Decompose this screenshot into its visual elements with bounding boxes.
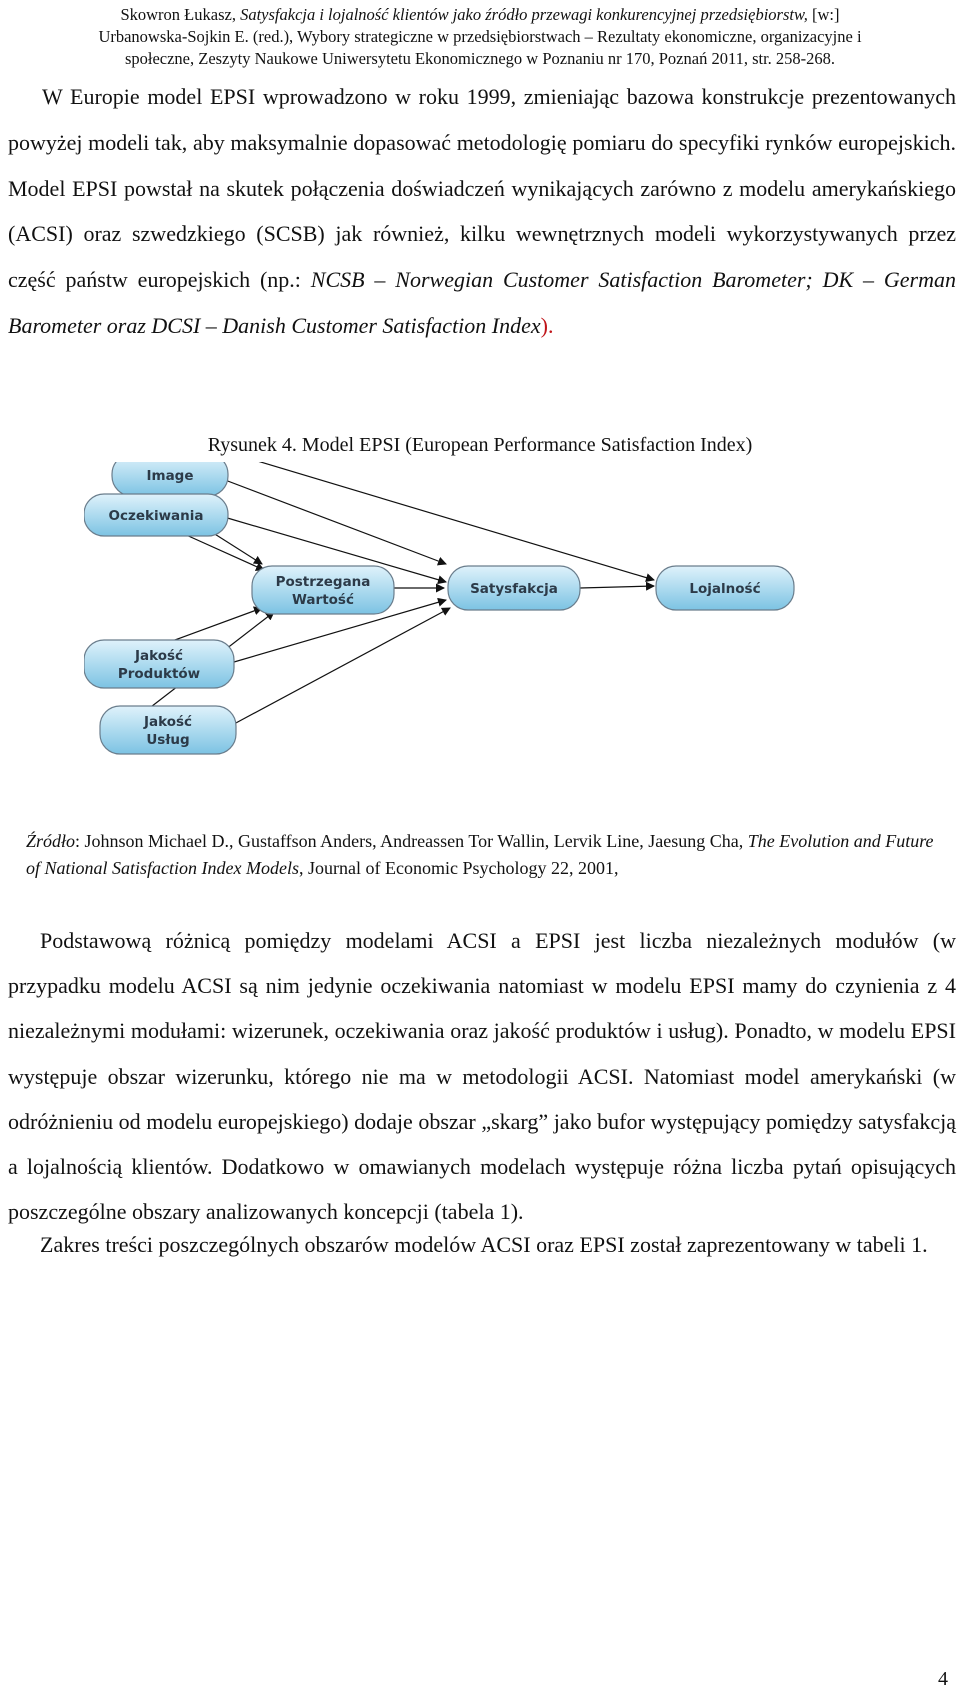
citation-author: Skowron Łukasz,	[120, 5, 241, 24]
paragraph-acsi-epsi-difference: Podstawową różnicą pomiędzy modelami ACSI a EPSI jest liczba niezależnych modułów (w przypadku modelu ACSI są nim jedynie oczekiwania natomiast w modelu EPSI mamy do czynienia z 4 niezależnymi modułami: wizerunek, oczekiwania oraz jakość produktów i usług). Ponadto, w modelu EPSI występuje obszar wizerunku, którego nie ma w metodologii ACSI. Natomiast model amerykański (w odróżnieniu od modelu europejskiego) dodaje obszar „skarg” jako bufor występujący pomiędzy satysfakcją a lojalnością klientów. Dodatkowo w omawianych modelach występuje różna liczba pytań opisujących poszczególne obszary analizowanych koncepcji (tabela 1).	[8, 928, 956, 1225]
edge-produkty-wartosc	[164, 608, 262, 644]
figure-source	[26, 828, 946, 882]
node-jakosc-uslug	[100, 706, 236, 754]
source-rest: , Journal of Economic Psychology 22, 2001,	[298, 858, 619, 878]
node-image	[112, 462, 228, 496]
node-oczekiwania	[84, 494, 228, 536]
paragraph-table-intro: Zakres treści poszczególnych obszarów modelów ACSI oraz EPSI został zaprezentowany w tabeli 1.	[40, 1232, 928, 1257]
paragraph-epsi-text: W Europie model EPSI wprowadzono w roku 1999, zmieniając bazowa konstrukcje prezentowanych powyżej modeli tak, aby maksymalnie dopasować metodologię pomiaru do specyfiki rynków europejskich. Model EPSI powstał na skutek połączenia doświadczeń wynikających zarówno z modelu amerykańskiego (ACSI) oraz szwedzkiego (SCSB) jak również, kilku wewnętrznych modeli wykorzystywanych przez część państw europejskich (np.:	[8, 84, 956, 293]
paragraph-epsi-closing: ).	[540, 312, 554, 338]
citation-line-1	[0, 4, 960, 26]
node-lojalnosc	[656, 566, 794, 610]
node-produkty-label-2: Produktów	[117, 666, 201, 682]
epsi-model-diagram	[84, 462, 804, 822]
edge-satysfakcja-lojalnosc	[580, 586, 654, 588]
node-satysfakcja	[448, 566, 580, 610]
citation-header	[0, 4, 960, 70]
citation-in: [w:]	[807, 5, 840, 24]
node-wartosc-label-2: Wartość	[292, 592, 354, 608]
figure-title: Rysunek 4. Model EPSI (European Performance Satisfaction Index)	[207, 434, 753, 456]
node-image-label: Image	[146, 468, 194, 484]
node-oczekiwania-label: Oczekiwania	[108, 508, 204, 524]
node-uslugi-label-1: Jakość	[143, 714, 193, 730]
source-title: The Evolution and Future of National Satisfaction Index Models	[26, 831, 934, 878]
paragraph-epsi-italic: NCSB – Norwegian Customer Satisfaction Barometer; DK – German Barometer oraz DCSI – Danish Customer Satisfaction Index	[8, 267, 956, 338]
citation-line-2: Urbanowska-Sojkin E. (red.), Wybory strategiczne w przedsiębiorstwach – Rezultaty ekonomiczne, organizacyjne i	[98, 27, 862, 46]
node-wartosc-label-1: Postrzegana	[275, 574, 371, 590]
citation-article-title: Satysfakcja i lojalność klientów jako źródło przewagi konkurencyjnej przedsiębiorstw,	[240, 5, 808, 24]
edge-image-lojalnosc	[234, 462, 654, 580]
source-label: Źródło	[26, 831, 76, 851]
paragraph-epsi-intro	[8, 74, 956, 349]
node-jakosc-produktow	[84, 640, 234, 688]
node-satysfakcja-label: Satysfakcja	[470, 581, 558, 597]
citation-line-3: społeczne, Zeszyty Naukowe Uniwersytetu Ekonomicznego w Poznaniu nr 170, Poznań 2011, str. 258-268.	[124, 49, 836, 68]
node-produkty-label-1: Jakość	[134, 648, 184, 664]
node-uslugi-label-2: Usług	[146, 732, 190, 748]
node-postrzegana-wartosc	[252, 566, 394, 614]
source-authors: : Johnson Michael D., Gustaffson Anders, Andreassen Tor Wallin, Lervik Line, Jaesung Cha,	[75, 831, 748, 851]
page-number: 4	[938, 1668, 948, 1690]
node-lojalnosc-label: Lojalność	[689, 581, 761, 597]
edge-uslugi-satysfakcja	[234, 608, 450, 724]
